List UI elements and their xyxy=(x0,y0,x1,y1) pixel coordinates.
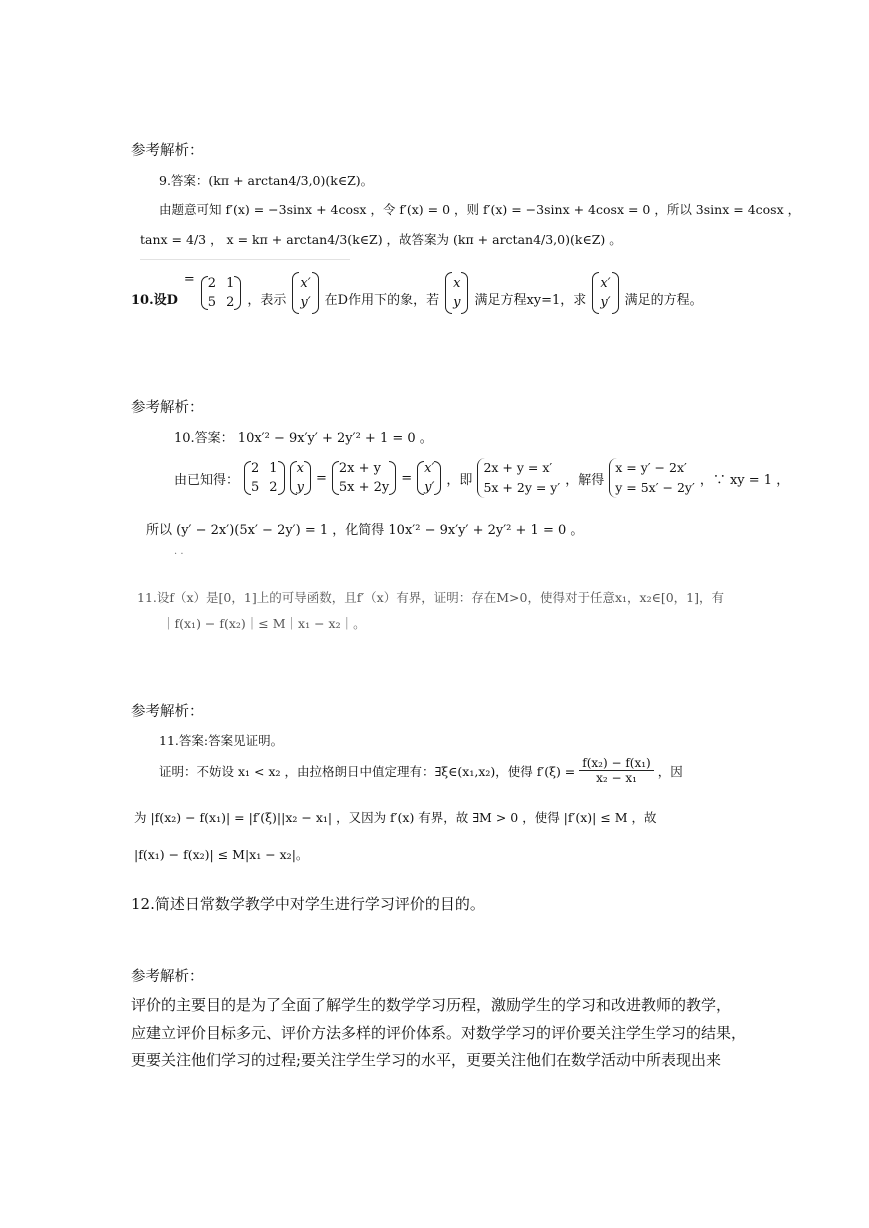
matrix-cell: 1 xyxy=(269,461,278,476)
given-label: 由已知得： xyxy=(174,472,240,488)
system-line: 2x + y = x′ xyxy=(483,460,553,475)
vector-entry: y xyxy=(453,295,461,310)
answer-12-line: 更要关注他们学习的过程;要关注学生学习的水平，更要关注他们在数学活动中所表现出来 xyxy=(131,1051,722,1069)
answer-9: 9.答案：(kπ + arctan4/3,0)(k∈Z)。 xyxy=(159,173,374,188)
faint-dots: · · xyxy=(174,549,184,560)
equals-sign: = xyxy=(315,470,327,486)
question-10-text-1: ，表示 xyxy=(247,293,287,308)
system-line: x = y′ − 2x′ xyxy=(615,460,687,475)
equals-sign: = xyxy=(401,470,413,486)
fraction-denominator: x₂ − x₁ xyxy=(596,771,637,785)
question-10-text-3: 满足方程xy=1，求 xyxy=(474,293,587,308)
system-line: y = 5x′ − 2y′ xyxy=(615,480,695,495)
solution-10-conclusion: 所以 (y′ − 2x′)(5x′ − 2y′) = 1 ，化简得 10x′² − 9x′y′ + 2y′² + 1 = 0 。 xyxy=(146,523,584,538)
matrix-cell: 5 xyxy=(207,295,217,310)
proof-text: ，因 xyxy=(657,763,683,779)
matrix-cell: 2 xyxy=(207,276,217,291)
matrix-cell: 5 xyxy=(251,480,260,495)
ie-label: ，即 xyxy=(446,472,473,488)
vector-entry: 5x + 2y xyxy=(338,480,390,495)
vector-x-prime-y-prime xyxy=(292,272,318,314)
answer-12-line: 应建立评价目标多元、评价方法多样的评价体系。对数学学习的评价要关注学生学习的结果， xyxy=(131,1023,747,1042)
image-edge-divider xyxy=(140,259,350,260)
matrix-cell: 2 xyxy=(269,480,278,495)
equals-sign: = xyxy=(183,271,195,287)
difference-quotient xyxy=(579,756,653,785)
vector-entry: y′ xyxy=(424,480,435,495)
vector-entry: x′ xyxy=(300,276,311,291)
vector-entry: x′ xyxy=(600,276,611,291)
ref-label-12: 参考解析： xyxy=(131,969,204,985)
vector-x-y xyxy=(445,272,468,314)
fraction-numerator: f(x₂) − f(x₁) xyxy=(579,756,653,771)
question-12: 12.简述日常数学教学中对学生进行学习评价的目的。 xyxy=(131,895,485,913)
vector-entry: x xyxy=(453,276,461,291)
vector-entry: y xyxy=(296,480,304,495)
because-label: ，∵ xy = 1 ， xyxy=(699,472,790,488)
solution-10-derivation xyxy=(174,458,789,498)
solution-9-line-1: 由题意可知 f′(x) = −3sinx + 4cosx ，令 f′(x) = 0 ，则 f′(x) = −3sinx + 4cosx = 0 ，所以 3sinx = 4cosx ， xyxy=(159,202,801,217)
ref-label-11: 参考解析： xyxy=(131,704,204,720)
proof-11-line-1 xyxy=(159,756,683,785)
ref-label-9: 参考解析： xyxy=(131,143,204,159)
solved-label: ，解得 xyxy=(565,472,605,488)
ref-label-10: 参考解析： xyxy=(131,400,204,416)
result-vector xyxy=(332,461,396,495)
answer-12 xyxy=(131,992,746,1075)
vector-entry: y′ xyxy=(600,295,611,310)
vector-x-y xyxy=(290,461,311,495)
vector-entry: x′ xyxy=(424,461,435,476)
matrix-cell: 2 xyxy=(251,461,260,476)
vector-entry: 2x + y xyxy=(338,461,381,476)
matrix-cell: 1 xyxy=(226,276,235,291)
answer-12-line: 评价的主要目的是为了全面了解学生的数学学习历程，激励学生的学习和改进教师的教学， xyxy=(131,996,732,1014)
proof-11-line-3: |f(x₁) − f(x₂)| ≤ M|x₁ − x₂|。 xyxy=(134,847,309,862)
answer-10: 10.答案： 10x′² − 9x′y′ + 2y′² + 1 = 0 。 xyxy=(174,431,433,446)
solution-9-line-2: tanx = 4/3 ， x = kπ + arctan4/3(k∈Z) ，故答案为 (kπ + arctan4/3,0)(k∈Z) 。 xyxy=(140,232,622,247)
question-10-text-2: 在D作用下的象，若 xyxy=(324,293,440,308)
question-11-line-2: ｜f(x₁) − f(x₂)｜≤ M｜x₁ − x₂｜。 xyxy=(162,616,366,631)
proof-text: 证明：不妨设 x₁ < x₂ ，由拉格朗日中值定理有：∃ξ∈(x₁,x₂)，使得 f′(ξ) = xyxy=(159,763,576,779)
vector-entry: x xyxy=(296,461,304,476)
vector-x-prime-y-prime xyxy=(417,461,441,495)
question-10 xyxy=(131,272,703,314)
question-10-number: 10.设D xyxy=(131,293,178,308)
answer-11: 11.答案:答案见证明。 xyxy=(159,733,284,748)
matrix-D xyxy=(201,276,242,310)
system-1 xyxy=(477,458,560,498)
system-2 xyxy=(609,458,695,498)
question-10-text-4: 满足的方程。 xyxy=(624,293,703,308)
vector-x-prime-y-prime-2 xyxy=(592,272,618,314)
matrix-D-copy xyxy=(244,461,285,495)
vector-entry: y′ xyxy=(300,295,311,310)
question-11-line-1: 11.设f（x）是[0，1]上的可导函数，且f′（x）有界，证明：存在M>0，使得对于任意x₁，x₂∈[0，1]，有 xyxy=(137,590,724,605)
matrix-cell: 2 xyxy=(226,295,235,310)
proof-11-line-2: 为 |f(x₂) − f(x₁)| = |f′(ξ)||x₂ − x₁| ，又因为 f′(x) 有界，故 ∃M > 0 ，使得 |f′(x)| ≤ M ，故 xyxy=(134,810,657,825)
system-line: 5x + 2y = y′ xyxy=(483,480,561,495)
